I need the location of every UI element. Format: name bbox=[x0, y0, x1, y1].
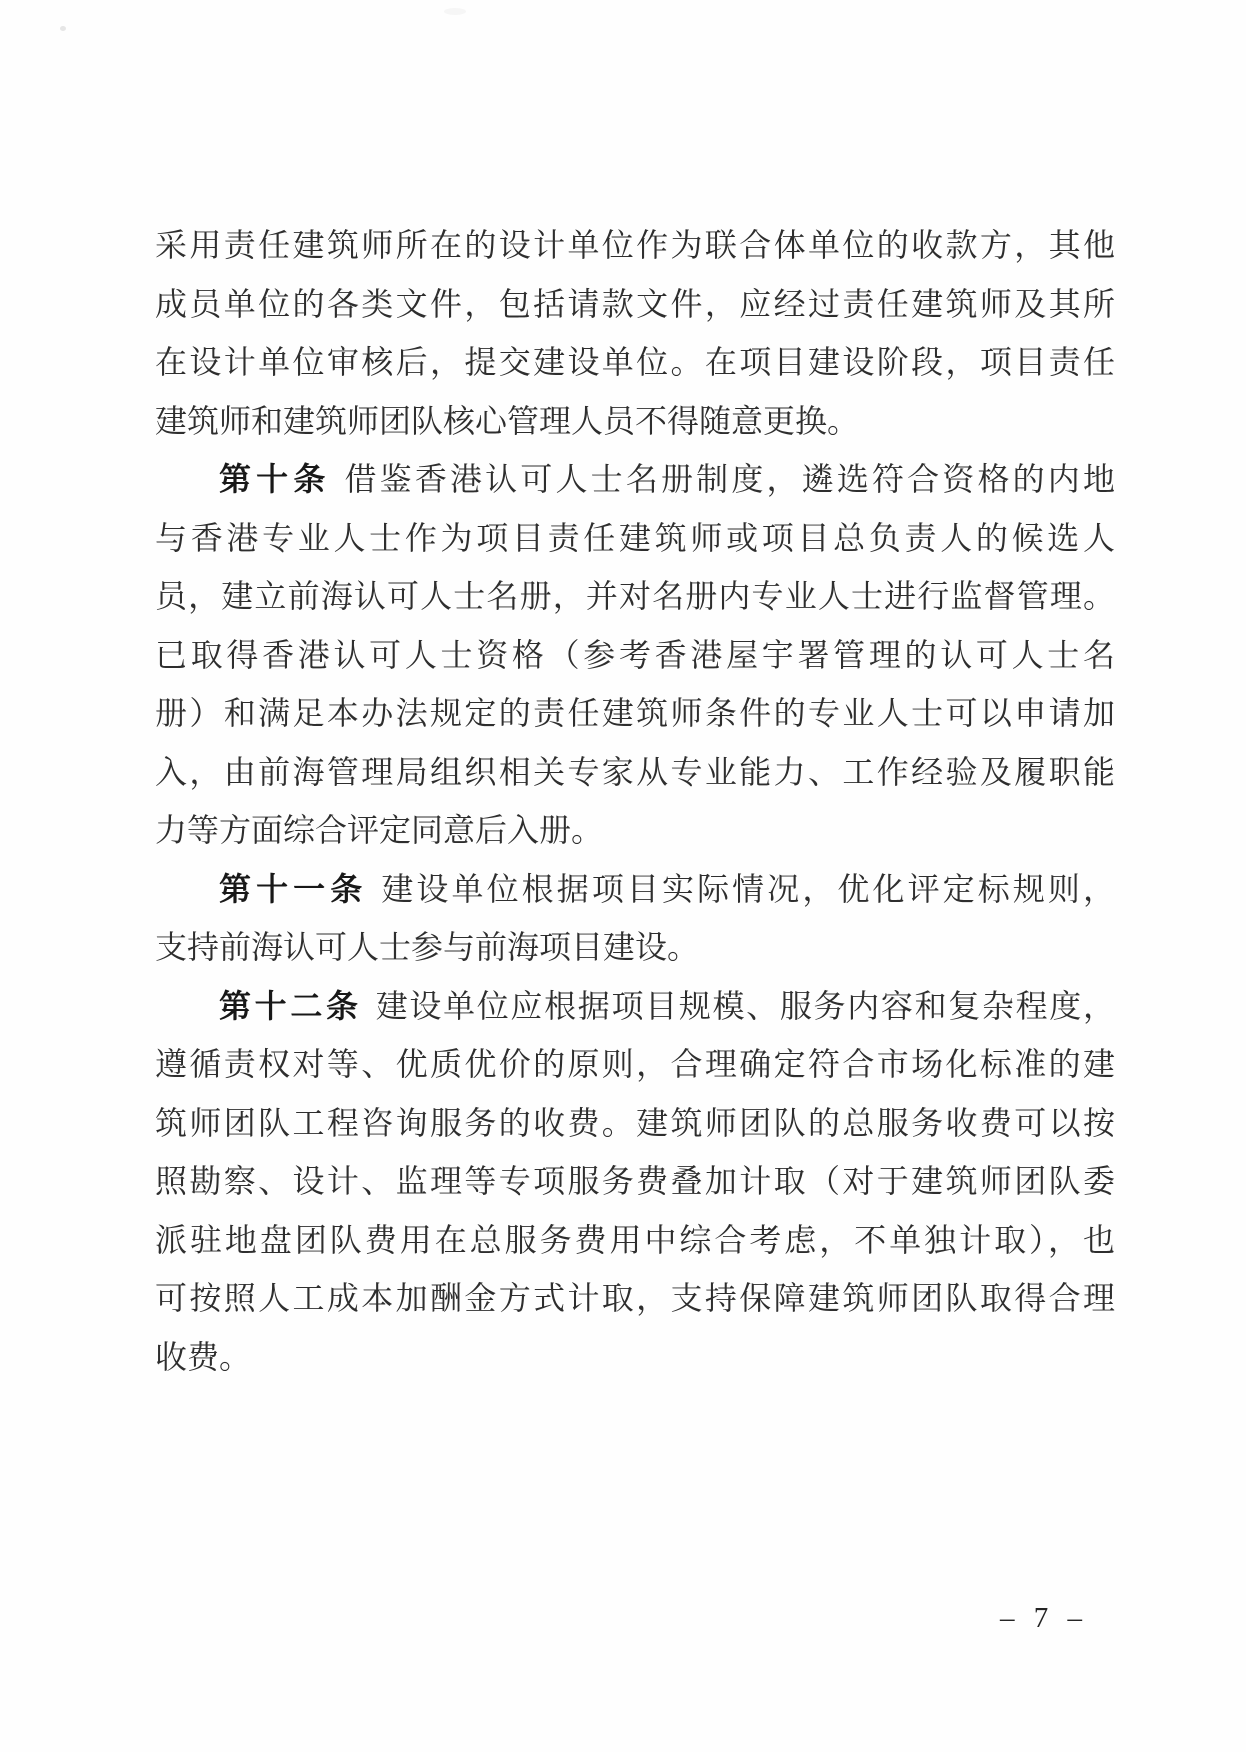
text-line: 可按照人工成本加酬金方式计取，支持保障建筑师团队取得合理 bbox=[155, 1280, 1115, 1316]
text-line: 遵循责权对等、优质优价的原则，合理确定符合市场化标准的建 bbox=[155, 1046, 1115, 1082]
text-line: 与香港专业人士作为项目责任建筑师或项目总负责人的候选人 bbox=[155, 519, 1115, 556]
text-line: 派驻地盘团队费用在总服务费用中综合考虑，不单独计取），也 bbox=[155, 1221, 1115, 1258]
text-line: 照勘察、设计、监理等专项服务费叠加计取（对于建筑师团队委 bbox=[155, 1163, 1115, 1199]
text-line: 成员单位的各类文件，包括请款文件，应经过责任建筑师及其所 bbox=[155, 285, 1115, 322]
scan-artifact bbox=[444, 8, 466, 15]
text-line: 筑师团队工程咨询服务的收费。建筑师团队的总服务收费可以按 bbox=[155, 1104, 1115, 1141]
text-line: 力等方面综合评定同意后入册。 bbox=[155, 812, 604, 848]
text-line: 建筑师和建筑师团队核心管理人员不得随意更换。 bbox=[155, 402, 860, 439]
text-line: 入，由前海管理局组织相关专家从专业能力、工作经验及履职能 bbox=[155, 753, 1115, 790]
text-line: 员，建立前海认可人士名册，并对名册内专业人士进行监督管理。 bbox=[155, 578, 1115, 614]
text-line: 第十二条 建设单位应根据项目规模、服务内容和复杂程度， bbox=[219, 987, 1115, 1024]
text-line: 在设计单位审核后，提交建设单位。在项目建设阶段，项目责任 bbox=[155, 344, 1115, 380]
text-line: 采用责任建筑师所在的设计单位作为联合体单位的收款方，其他 bbox=[155, 227, 1115, 263]
article-number: 第十二条 bbox=[219, 987, 362, 1024]
article-number: 第十条 bbox=[219, 461, 331, 497]
text-line: 已取得香港认可人士资格（参考香港屋宇署管理的认可人士名 bbox=[155, 636, 1115, 673]
document-body bbox=[155, 216, 1115, 1386]
page-number: – 7 – bbox=[1000, 1602, 1088, 1634]
text-line: 支持前海认可人士参与前海项目建设。 bbox=[155, 929, 700, 965]
scan-artifact bbox=[60, 26, 66, 31]
text-line: 第十条 借鉴香港认可人士名册制度，遴选符合资格的内地 bbox=[219, 461, 1115, 497]
article-number: 第十一条 bbox=[219, 870, 368, 907]
text-line: 收费。 bbox=[155, 1338, 252, 1375]
text-line: 第十一条 建设单位根据项目实际情况，优化评定标规则， bbox=[219, 870, 1115, 907]
text-line: 册）和满足本办法规定的责任建筑师条件的专业人士可以申请加 bbox=[155, 695, 1115, 731]
